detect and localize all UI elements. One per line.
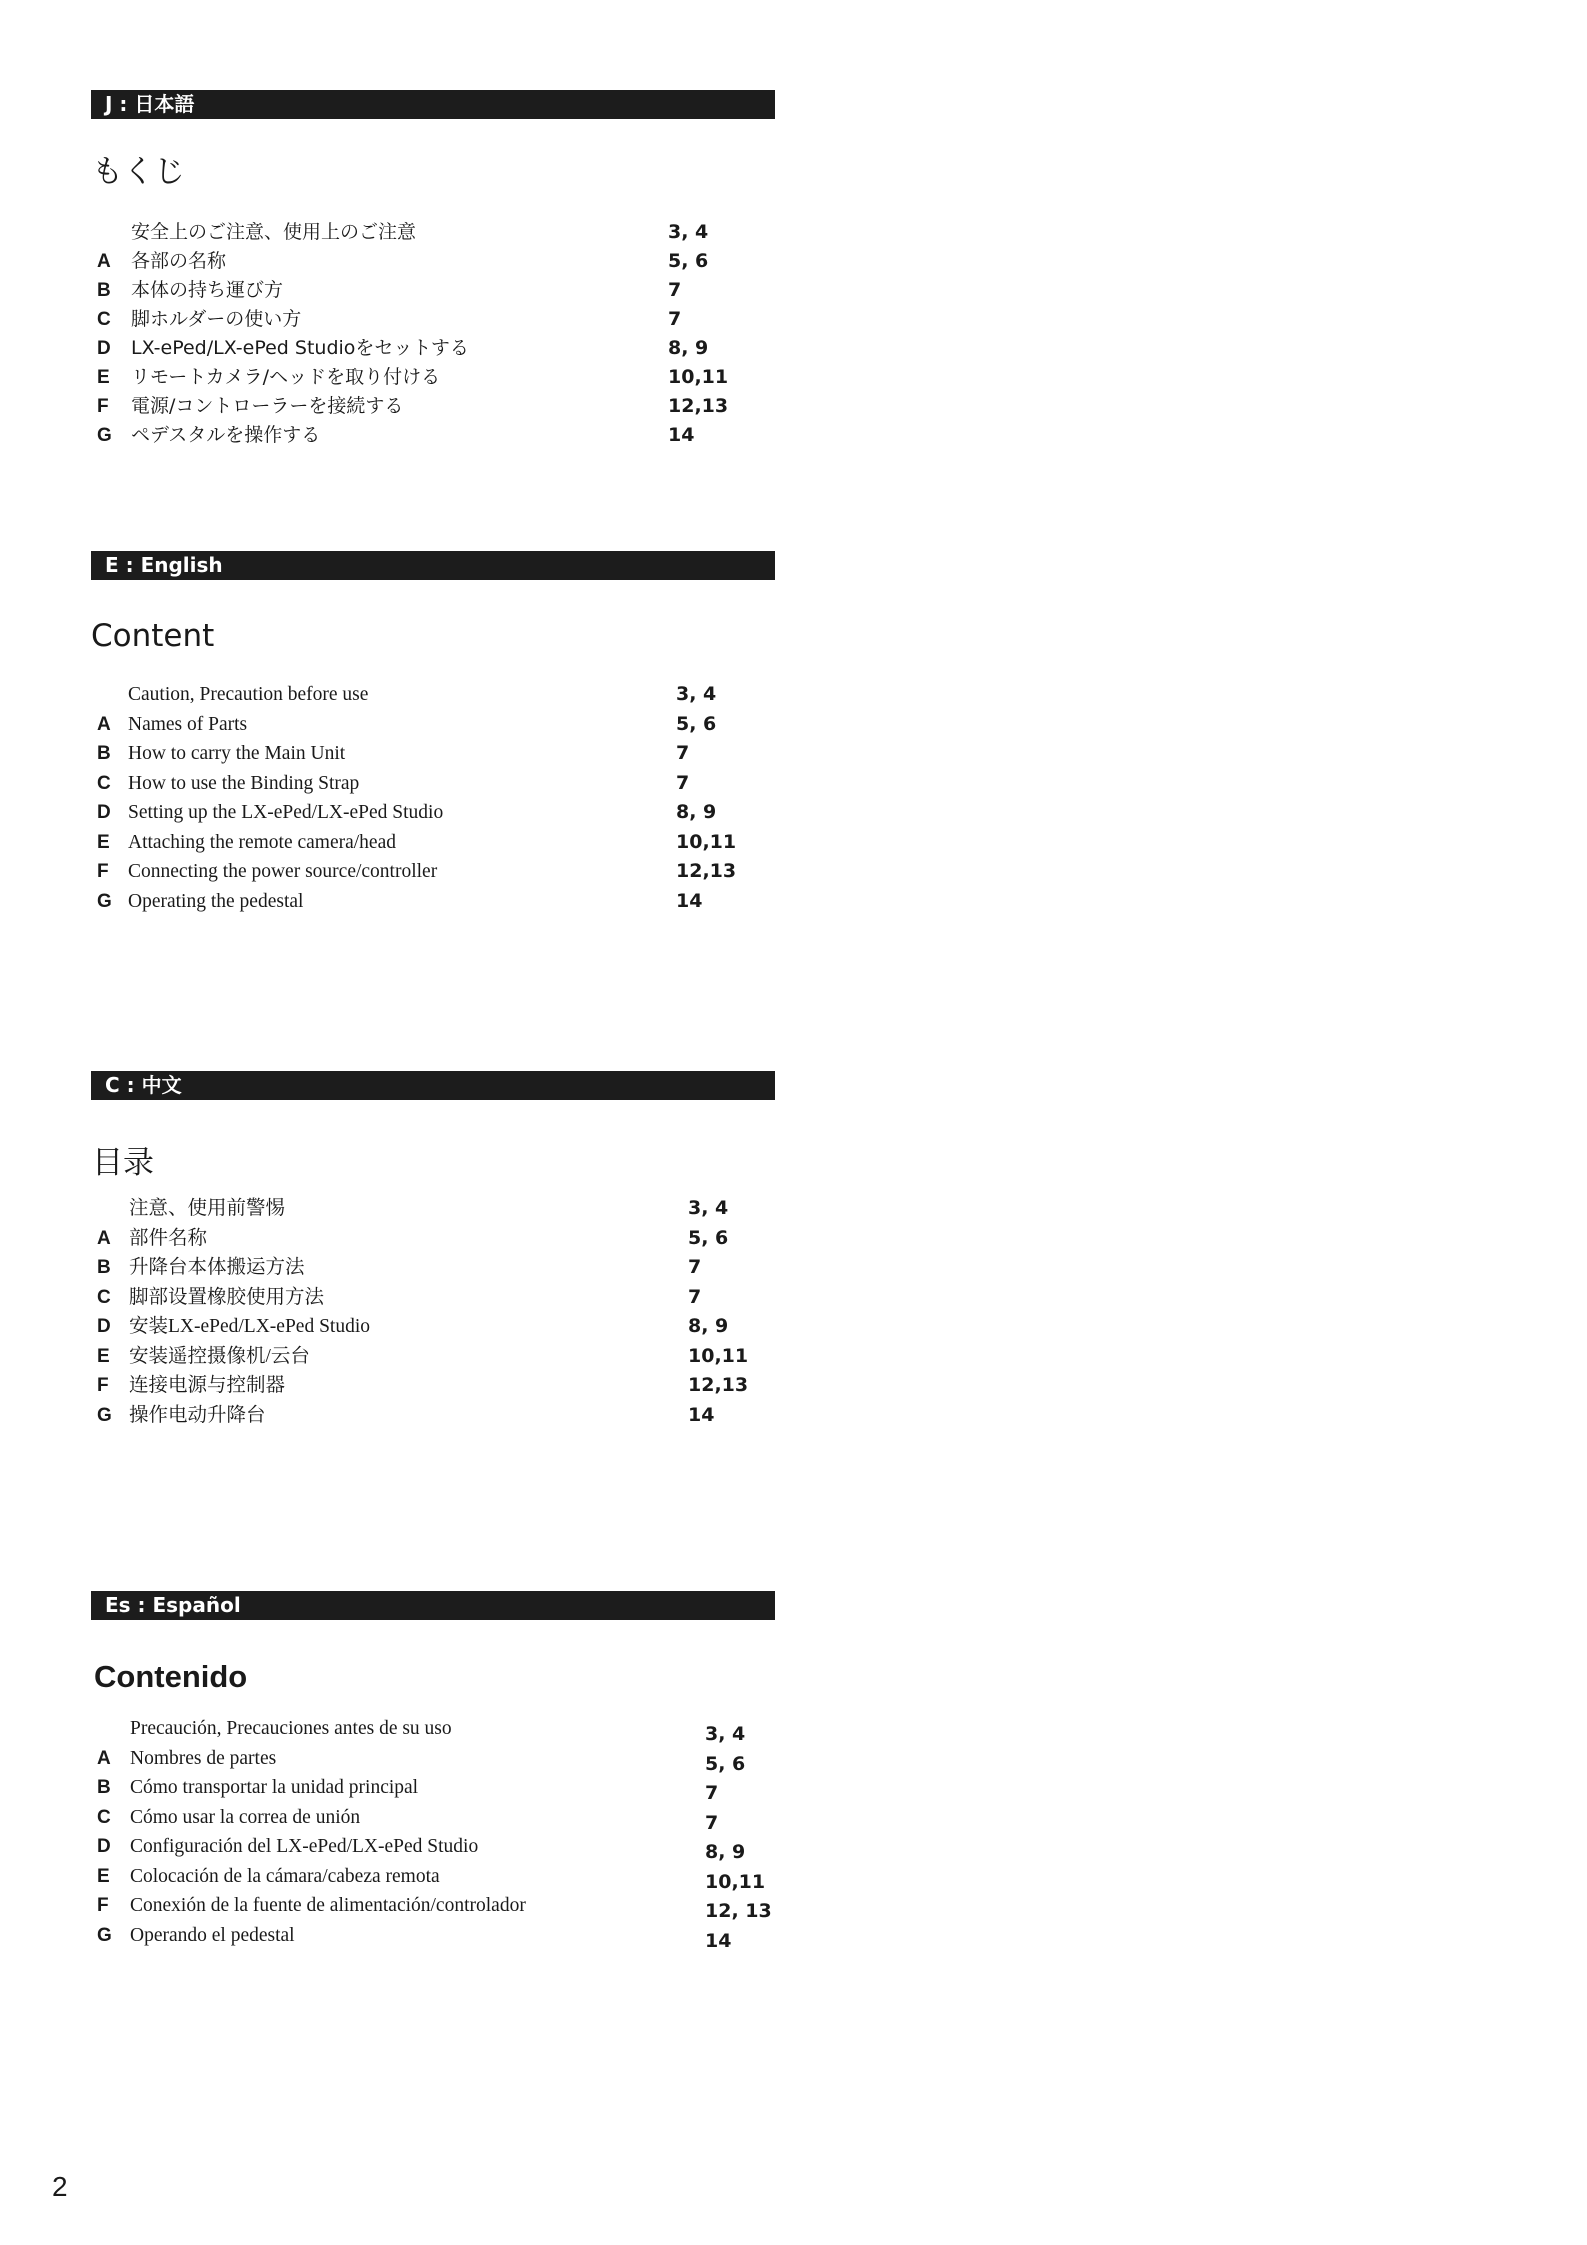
toc-item-pages: 5, 6 [688,1226,729,1249]
toc-section-chinese [91,1071,775,1426]
toc-item [91,334,775,363]
toc-item-pages: 8, 9 [705,1841,746,1863]
toc-item-label: 電源/コントローラーを接続する [131,395,404,417]
toc-item [91,1832,775,1861]
toc-item-pages: 10,11 [676,830,737,853]
toc-item-letter: C [97,309,111,330]
toc-item-pages: 8, 9 [676,801,717,823]
toc-item-label: Colocación de la cámara/cabeza remota [130,1865,440,1887]
toc-item-pages: 7 [705,1782,719,1804]
toc-item-label: 脚部设置橡胶使用方法 [129,1286,325,1308]
toc-item-letter: E [97,1865,110,1887]
section-header-bar: C : 中文 [91,1071,775,1100]
toc-item-letter: B [97,1257,111,1278]
toc-item-label: 脚ホルダーの使い方 [131,308,302,330]
toc-item-letter: G [97,1924,112,1946]
toc-item [91,857,775,886]
toc-item-pages: 5, 6 [676,712,717,735]
toc-item-label: 本体の持ち運び方 [131,279,284,301]
toc-item-pages: 12,13 [688,1374,749,1396]
toc-section-japanese [91,90,775,446]
toc-item-pages: 3, 4 [676,683,717,705]
toc-item [91,1253,775,1282]
toc-item [91,1744,775,1773]
toc-item-letter: A [97,713,111,735]
toc-item [91,1283,775,1312]
toc-item-pages: 3, 4 [688,1197,729,1219]
toc-item [91,305,775,334]
toc-item-label: Caution, Precaution before use [128,684,369,705]
toc-item-label: Attaching the remote camera/head [128,831,396,853]
toc-item-pages: 10,11 [705,1870,766,1893]
toc-item-label: 部件名称 [129,1227,208,1249]
toc-item-label: LX-ePed/LX-ePed Studioをセットする [131,337,469,359]
toc-item-letter: B [97,280,111,301]
toc-item-pages: 12,13 [668,395,729,417]
toc-item-label: Cómo transportar la unidad principal [130,1777,419,1798]
toc-item [91,1773,775,1802]
toc-item-pages: 7 [688,1285,702,1308]
toc-item [91,1312,775,1341]
toc-item-label: Conexión de la fuente de alimentación/controlador [130,1895,526,1916]
toc-item-label: 安装LX-ePed/LX-ePed Studio [129,1316,371,1337]
toc-item-pages: 12, 13 [705,1900,772,1922]
toc-item [91,1342,775,1371]
toc-item-label: How to use the Binding Strap [128,772,360,794]
toc-item-label: 安全上のご注意、使用上のご注意 [131,221,417,243]
toc-item-label: リモートカメラ/ヘッドを取り付ける [131,366,441,388]
toc-item [91,1714,775,1743]
toc-item-label: 升降台本体搬运方法 [129,1257,305,1278]
toc-item-label: Names of Parts [128,713,248,735]
toc-item-pages: 7 [705,1811,719,1834]
toc-item-letter: C [97,1286,111,1308]
toc-item [91,887,775,916]
toc-item-label: ペデスタルを操作する [131,424,321,446]
toc-item-letter: A [97,251,111,272]
toc-item-pages: 14 [705,1929,732,1952]
section-header-bar: E : English [91,551,775,580]
toc-item-letter: G [97,890,112,912]
section-heading: もくじ [92,154,185,190]
section-heading: Content [91,618,215,654]
section-header-bar: Es : Español [91,1591,775,1620]
toc-item-letter: D [97,338,111,359]
toc-item-letter: B [97,743,111,764]
page-number: 2 [52,2171,68,2202]
toc-item-label: 连接电源与控制器 [129,1375,286,1396]
toc-item-letter: D [97,1836,111,1857]
toc-item [91,276,775,305]
toc-item-letter: G [97,425,112,446]
toc-item-label: Setting up the LX-ePed/LX-ePed Studio [128,802,444,823]
toc-item-letter: B [97,1777,111,1798]
toc-item-letter: C [97,1806,111,1828]
toc-item-pages: 5, 6 [668,250,709,272]
toc-item [91,363,775,392]
toc-item-label: 操作电动升降台 [129,1404,266,1426]
toc-item-pages: 7 [668,279,682,301]
toc-item [91,769,775,798]
toc-item-letter: F [97,1375,109,1396]
toc-item [91,1862,775,1891]
toc-item [91,218,775,247]
toc-section-english [91,551,775,912]
toc-item-letter: D [97,1316,111,1337]
toc-item-label: 各部の名称 [131,250,227,272]
toc-item-pages: 5, 6 [705,1752,746,1775]
toc-item [91,1194,775,1223]
toc-item [91,739,775,768]
toc-section-spanish [91,1591,775,1952]
toc-item [91,1401,775,1430]
toc-item-pages: 10,11 [688,1344,749,1367]
toc-item-letter: F [97,1895,109,1916]
toc-item-pages: 7 [668,308,682,330]
toc-item-pages: 7 [688,1256,702,1278]
toc-item-pages: 14 [676,889,703,912]
toc-item-pages: 3, 4 [668,221,709,243]
toc-item-pages: 12,13 [676,860,737,882]
toc-item-pages: 7 [676,771,690,794]
toc-item-label: Nombres de partes [130,1747,277,1769]
toc-item-letter: E [97,1345,110,1367]
toc-item [91,798,775,827]
toc-item-letter: A [97,1747,111,1769]
toc-item [91,392,775,421]
toc-item-label: Operando el pedestal [130,1924,295,1946]
toc-item-letter: F [97,861,109,882]
toc-item-label: 注意、使用前警惕 [129,1198,286,1219]
toc-item [91,247,775,276]
toc-item [91,680,775,709]
toc-item-pages: 10,11 [668,366,729,388]
section-heading: 目录 [92,1145,154,1181]
toc-item-letter: F [97,396,109,417]
toc-item-letter: A [97,1227,111,1249]
toc-item-pages: 14 [668,424,695,446]
toc-item-label: Precaución, Precauciones antes de su uso [130,1718,452,1739]
toc-item [91,1891,775,1920]
toc-item-pages: 8, 9 [668,337,709,359]
toc-item-letter: D [97,802,111,823]
toc-item-letter: G [97,1404,112,1426]
toc-item [91,421,775,450]
toc-item [91,1224,775,1253]
toc-item-label: Operating the pedestal [128,890,304,912]
toc-item-pages: 8, 9 [688,1315,729,1337]
toc-item [91,710,775,739]
toc-item-letter: C [97,772,111,794]
toc-item [91,828,775,857]
toc-item-label: Configuración del LX-ePed/LX-ePed Studio [130,1836,479,1857]
toc-item-pages: 3, 4 [705,1723,746,1745]
toc-item-pages: 7 [676,742,690,764]
toc-item-label: 安装遥控摄像机/云台 [129,1345,310,1367]
section-header-bar: J : 日本語 [91,90,775,119]
toc-item [91,1371,775,1400]
section-heading: Contenido [94,1659,248,1694]
toc-item-label: Connecting the power source/controller [128,861,438,882]
toc-item-letter: E [97,831,110,853]
toc-item-label: Cómo usar la correa de unión [130,1806,361,1828]
toc-item [91,1921,775,1950]
toc-item-pages: 14 [688,1403,715,1426]
toc-item-label: How to carry the Main Unit [128,743,346,764]
toc-item-letter: E [97,367,110,388]
toc-item [91,1803,775,1832]
